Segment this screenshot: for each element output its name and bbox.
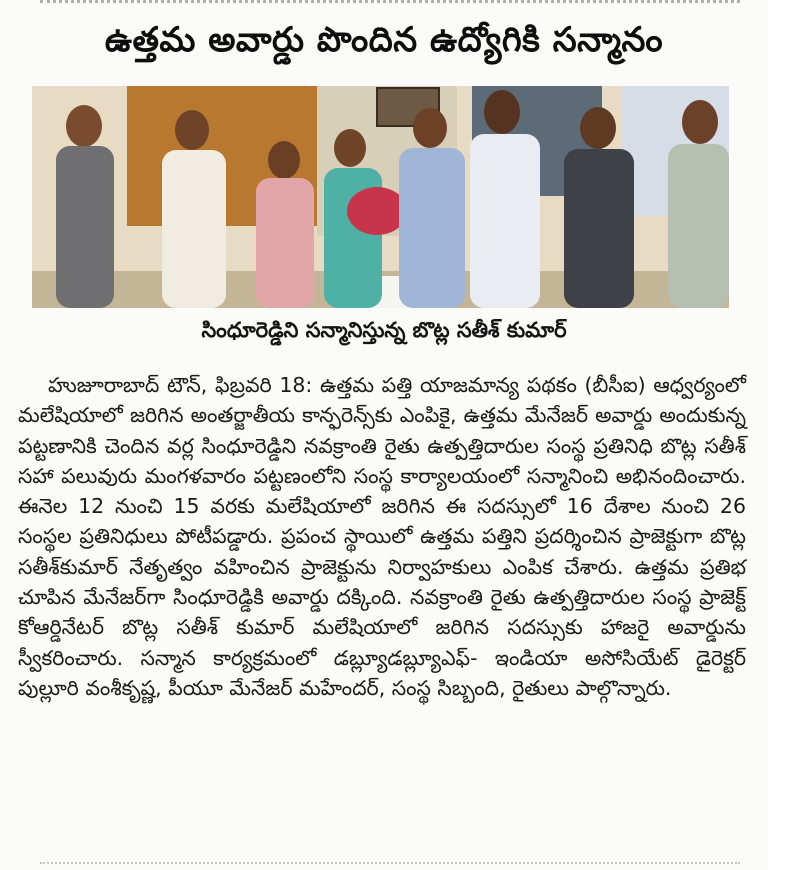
article-headline: ఉత్తమ అవార్డు పొందిన ఉద్యోగికి సన్మానం bbox=[104, 20, 664, 60]
article-body bbox=[18, 370, 746, 703]
page-margin bbox=[768, 0, 800, 870]
group-photo-illustration bbox=[32, 86, 729, 308]
clipping-bottom-edge bbox=[40, 862, 740, 870]
photo-caption: సింధూరెడ్డిని సన్మానిస్తున్న బొట్ల సతీశ్ కుమార్ bbox=[201, 318, 567, 342]
clipping-top-edge bbox=[40, 0, 740, 11]
article-photo bbox=[32, 86, 729, 308]
article-paragraph: హుజూరాబాద్ టౌన్, ఫిబ్రవరి 18: ఉత్తమ పత్తి యాజమాన్య పథకం (బీసీఐ) ఆధ్వర్యంలో మలేషియాలో జరిగిన అంతర్జాతీయ కాన్ఫరెన్స్‌కు ఎంపికై, ఉత్తమ మేనేజర్ అవార్డు అందుకున్న పట్టణానికి చెందిన వర్ల సింధూరెడ్డిని నవక్రాంతి రైతు ఉత్పత్తిదారుల సంస్థ ప్రతినిధి బొట్ల సతీశ్ సహా పలువురు మంగళవారం పట్టణంలోని సంస్థ కార్యాలయంలో సన్మానించి అభినందించారు. ఈనెల 12 నుంచి 15 వరకు మలేషియాలో జరిగిన ఈ సదస్సులో 16 దేశాల నుంచి 26 సంస్థల ప్రతినిధులు పోటీపడ్డారు. ప్రపంచ స్థాయిలో ఉత్తమ పత్తిని ప్రదర్శించిన ప్రాజెక్టుగా బొట్ల సతీశ్‌కుమార్ నేతృత్వం వహించిన ప్రాజెక్టును నిర్వాహకులు ఎంపిక చేశారు. ఉత్తమ ప్రతిభ చూపిన మేనేజర్‌గా సింధూరెడ్డికి అవార్డు దక్కింది. నవక్రాంతి రైతు ఉత్పత్తిదారుల సంస్థ ప్రాజెక్ట్ కోఆర్డినేటర్ బొట్ల సతీశ్ కుమార్ మలేషియాలో జరిగిన సదస్సుకు హాజరై అవార్డును స్వీకరించారు. సన్మాన కార్యక్రమంలో డబ్ల్యూడబ్ల్యూఎఫ్- ఇండియా అసోసియేట్ డైరెక్టర్ పుల్లూరి వంశీకృష్ణ, పీయూ మేనేజర్ మహేందర్, సంస్థ సిబ్బంది, రైతులు పాల్గొన్నారు. bbox=[18, 373, 746, 700]
